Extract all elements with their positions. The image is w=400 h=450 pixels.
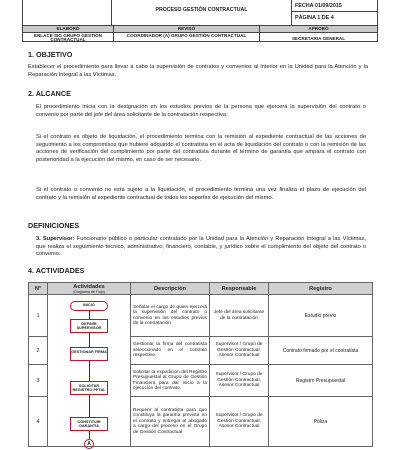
role-elaboro: ELABORÓ ENLACE SIG GRUPO GESTIÓN CONTRACTUAL — [22, 26, 114, 42]
flow-step-1: DEFINIR SUPERVISOR — [70, 319, 108, 333]
definition-text: Funcionario público o particular contratado por la Unidad para la Atención y Reparación Integral a las Víctimas, que realiza el seguimiento técnico, administrativo, financiero, contable, y jurídico sobre el cumplimiento del objeto del contrato o convenio. — [36, 236, 366, 258]
section-definiciones-title: DEFINICIONES — [28, 221, 80, 230]
row-number: 2 — [29, 337, 48, 365]
col-header-description: Descripción — [131, 283, 210, 295]
row-responsible: Supervisor / Grupo de Gestión Contractual, Asesor Contractual — [210, 365, 269, 397]
row-responsible: Supervisor / Grupo de Gestión Contractual, Asesor Contractual — [210, 397, 269, 447]
row-description: Señalar el cargo de quien ejercerá la supervisión del contrato o convenio en los estudios previos de la contratación. — [131, 295, 210, 337]
row-description: Gestionar la firma del contratista seleccionado en el contrato respectivo. — [131, 337, 210, 365]
process-name: PROCESO GESTIÓN CONTRACTUAL — [112, 0, 292, 26]
col-header-number: N° — [29, 283, 48, 295]
section-actividades-title: 4. ACTIVIDADES — [28, 266, 85, 275]
row-record: Contrato firmado por el contratista — [269, 337, 373, 365]
flow-connector: A — [84, 439, 94, 449]
row-responsible: Supervisor / Grupo de Gestión Contractual, Asesor Contractual — [210, 337, 269, 365]
col-header-responsible: Responsable — [210, 283, 269, 295]
header-date: FECHA 01/09/2015 — [292, 0, 377, 12]
header-meta — [292, 0, 378, 26]
flow-step-3: SOLICITAR REGISTRO PPTAL — [70, 381, 108, 395]
section-alcance-title: 2. ALCANCE — [28, 89, 71, 98]
row-record: Registro Presupuestal — [269, 365, 373, 397]
header-page: PÁGINA 1 DE 4 — [295, 15, 334, 21]
section-objetivo-title: 1. OBJETIVO — [28, 50, 73, 59]
row-record: Póliza — [269, 397, 373, 447]
row-number: 1 — [29, 295, 48, 337]
header-table — [22, 0, 378, 26]
objetivo-text: Establecer el procedimiento para llevar a cabo la supervisión de contratos y convenios al interior en la Unidad para la Atención y la Reparación Integral a las Víctimas. — [28, 64, 368, 78]
flow-diagram — [48, 295, 131, 447]
flow-arrow — [89, 431, 90, 439]
logo-cell — [22, 0, 112, 26]
row-description: Requerir al contratista para que constituya la garantía prevista en el contrato y entregar al abogado a cargo del proceso en el Grupo de Gestión Contractual — [131, 397, 210, 447]
row-description: Solicitar la expedición del Registro Presupuestal al Grupo de Gestión Financiera para dar inicio a la ejecución del contrato. — [131, 365, 210, 397]
flow-step-2: GESTIONAR FIRMA — [70, 347, 108, 361]
col-header-activities-sub: (Diagrama de Flujo) — [73, 289, 105, 294]
flow-arrow — [89, 311, 90, 319]
row-responsible: Jefe del área solicitante de la contratación — [210, 295, 269, 337]
approval-row — [22, 26, 378, 42]
col-header-activities: Actividades (Diagrama de Flujo) — [48, 283, 131, 295]
row-number: 3 — [29, 365, 48, 397]
role-aprobo: APROBÓ SECRETARIA GENERAL — [260, 26, 378, 42]
alcance-paragraph-3: Si el contrato o convenio no está sujeto a la liquidación, el procedimiento termina una vez finaliza el plazo de ejecución del contrato y la remisión al expediente contractual de todos los soportes de ejecución del mismo. — [36, 187, 366, 201]
flow-arrow — [89, 333, 90, 347]
activities-table — [28, 282, 373, 447]
col-header-record: Registro — [269, 283, 373, 295]
row-number: 4 — [29, 397, 48, 447]
flow-arrow — [89, 361, 90, 381]
role-reviso: REVISÓ COORDINADOR (A) GRUPO GESTIÓN CONTRACTUAL — [114, 26, 260, 42]
flow-arrow — [89, 395, 90, 417]
alcance-paragraph-2: Si el contrato es objeto de liquidación, el procedimiento termina con la remisión al expediente contractual de las acciones de seguimiento a los compromisos que hubiere adquirido el contratista en el acta de liquidación del contrato o con la remisión de las acciones de verificación del cumplimiento por parte del contratista durante el término de garantía que ampara el contrato con posterioridad a la ejecución del mismo, en caso de ser necesario. — [36, 134, 366, 163]
definition-term: 3. Supervisor: — [36, 236, 75, 242]
flow-start: INICIO — [70, 301, 108, 311]
table-header-row — [29, 283, 373, 295]
table-row — [29, 295, 373, 337]
definition-supervisor — [36, 236, 366, 259]
alcance-paragraph-1: El procedimiento inicia con la designación en los estudios previos de la persona que ejercerá la supervisión del contrato o convenio por parte del jefe del área solicitante de la contratación respectiva. — [36, 104, 366, 118]
flow-step-4: CONSTITUIR GARANTÍA — [70, 417, 108, 431]
row-record: Estudio previo — [269, 295, 373, 337]
